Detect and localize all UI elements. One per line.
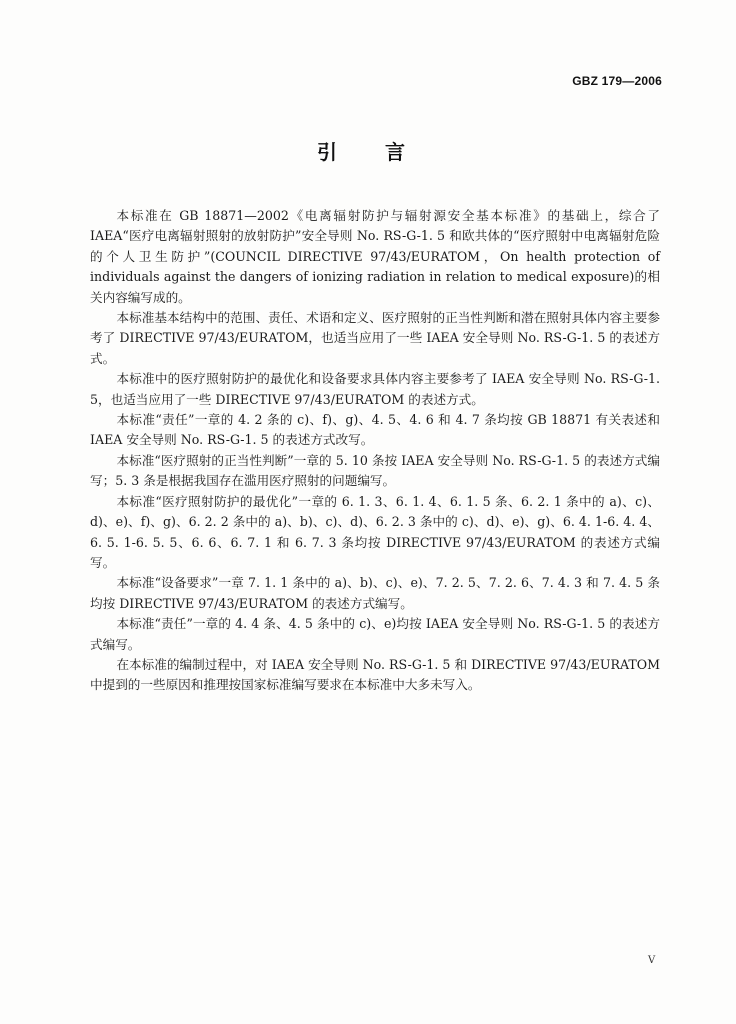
paragraph: 本标准“设备要求”一章 7. 1. 1 条中的 a)、b)、c)、e)、7. 2. 5、7. 2. 6、7. 4. 3 和 7. 4. 5 条均按 DIRECTIVE 97/43/EURATOM 的表述方式编写。 <box>90 575 660 611</box>
page-number: V <box>648 955 656 966</box>
paragraph: 本标准“医疗照射的正当性判断”一章的 5. 10 条按 IAEA 安全导则 No. RS-G-1. 5 的表述方式编写；5. 3 条是根据我国存在滥用医疗照射的问题编写。 <box>90 452 660 489</box>
paragraph: 本标准“医疗照射防护的最优化”一章的 6. 1. 3、6. 1. 4、6. 1. 5 条、6. 2. 1 条中的 a)、c)、d)、e)、f)、g)、6. 2. 2 条中的 a)、b)、c)、d)、6. 2. 3 条中的 c)、d)、e)、g)、6. 4. 1-6. 4. 4、6. 5. 1-6. 5. 5、6. 6、6. 7. 1 和 6. 7. 3 条均按 DIRECTIVE 97/43/EURATOM 的表述方式编写。 <box>90 493 660 570</box>
standard-number-header: GBZ 179—2006 <box>572 74 662 88</box>
paragraph: 本标准在 GB 18871—2002《电离辐射防护与辐射源安全基本标准》的基础上，综合了 IAEA“医疗电离辐射照射的放射防护”安全导则 No. RS-G-1. 5 和欧共体的“医疗照射中电离辐射危险的个人卫生防护”(COUNCIL DIRECTIVE 97/43/EURATOM，On health protection of individuals against the dangers of ionizing radiation in relation to medical exposure)的相关内容编写成的。 <box>90 208 660 305</box>
introduction-body <box>90 206 660 696</box>
paragraph: 本标准“责任”一章的 4. 2 条的 c)、f)、g)、4. 5、4. 6 和 4. 7 条均按 GB 18871 有关表述和 IAEA 安全导则 No. RS-G-1. 5 的表述方式改写。 <box>90 412 660 448</box>
paragraph: 本标准中的医疗照射防护的最优化和设备要求具体内容主要参考了 IAEA 安全导则 No. RS-G-1. 5，也适当应用了一些 DIRECTIVE 97/43/EURATOM 的表述方式。 <box>90 371 660 407</box>
paragraph: 本标准基本结构中的范围、责任、术语和定义、医疗照射的正当性判断和潜在照射具体内容主要参考了 DIRECTIVE 97/43/EURATOM，也适当应用了一些 IAEA 安全导则 No. RS-G-1. 5 的表述方式。 <box>90 310 660 366</box>
page-title: 引 言 <box>317 140 419 164</box>
paragraph: 本标准“责任”一章的 4. 4 条、4. 5 条中的 c)、e)均按 IAEA 安全导则 No. RS-G-1. 5 的表述方式编写。 <box>90 616 660 652</box>
paragraph: 在本标准的编制过程中，对 IAEA 安全导则 No. RS-G-1. 5 和 DIRECTIVE 97/43/EURATOM 中提到的一些原因和推理按国家标准编写要求在本标准中大多未写入。 <box>90 656 660 693</box>
